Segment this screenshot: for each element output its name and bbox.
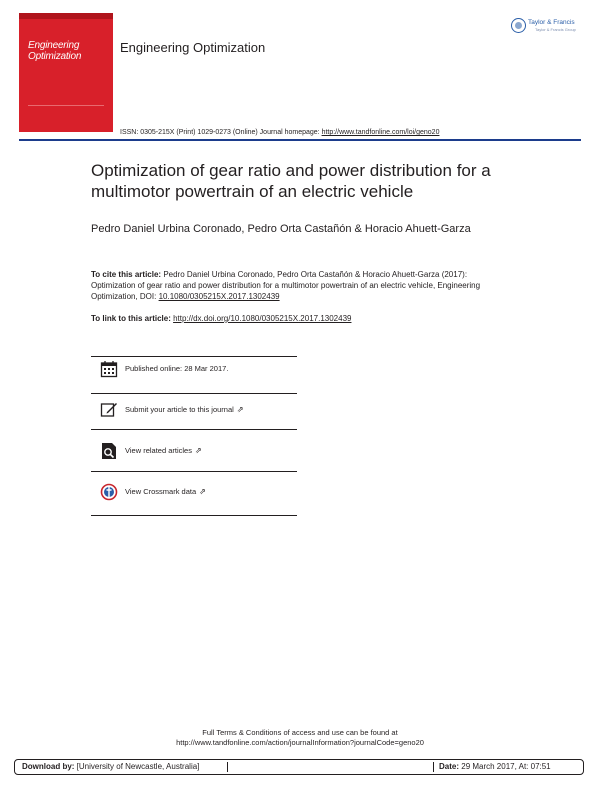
- article-link-line: To link to this article: http://dx.doi.org/10.1080/0305215X.2017.1302439: [91, 314, 352, 323]
- divider: [91, 515, 297, 516]
- article-url-link[interactable]: http://dx.doi.org/10.1080/0305215X.2017.1302439: [173, 314, 352, 323]
- divider: [91, 471, 297, 472]
- doi-link[interactable]: 10.1080/0305215X.2017.1302439: [158, 292, 280, 301]
- taylor-francis-logo[interactable]: Taylor & Francis Taylor & Francis Group: [511, 18, 583, 36]
- divider: [91, 429, 297, 430]
- header-divider: [19, 139, 581, 141]
- cover-title: Engineering Optimization: [28, 40, 82, 62]
- cover-divider: [28, 105, 104, 106]
- divider: [91, 356, 297, 357]
- calendar-icon: [100, 360, 118, 378]
- logo-icon: [511, 18, 526, 33]
- related-articles-link[interactable]: View related articles: [125, 446, 192, 455]
- download-info-bar: [14, 759, 584, 775]
- citation-block: To cite this article: Pedro Daniel Urbina Coronado, Pedro Orta Castañón & Horacio Ahuett-Garza (2017): Optimization of gear ratio and power distribution for a multimotor powertrain of an electric vehicle, Engineering Optimization, DOI: 10.1080/0305215X.2017.1302439: [91, 270, 481, 301]
- download-by: Download by: [University of Newcastle, Australia]: [22, 762, 200, 771]
- edit-icon: [100, 401, 118, 419]
- separator: [227, 762, 228, 772]
- external-link-icon: ⇗: [199, 487, 206, 496]
- crossmark-icon: [100, 483, 118, 501]
- terms-notice: Full Terms & Conditions of access and use can be found at http://www.tandfonline.com/action/journalInformation?journalCode=geno20: [0, 728, 600, 748]
- published-date: Published online: 28 Mar 2017.: [125, 364, 229, 373]
- issn-line: ISSN: 0305-215X (Print) 1029-0273 (Online) Journal homepage: http://www.tandfonline.com/loi/geno20: [120, 129, 440, 136]
- journal-homepage-link[interactable]: http://www.tandfonline.com/loi/geno20: [321, 129, 440, 136]
- journal-name[interactable]: Engineering Optimization: [120, 40, 266, 55]
- article-title: Optimization of gear ratio and power distribution for a multimotor powertrain of an electric vehicle: [91, 161, 491, 201]
- article-authors: Pedro Daniel Urbina Coronado, Pedro Orta Castañón & Horacio Ahuett-Garza: [91, 223, 471, 235]
- external-link-icon: ⇗: [236, 405, 244, 414]
- cover-top-strip: [19, 13, 113, 19]
- submit-article-link[interactable]: Submit your article to this journal: [125, 405, 234, 414]
- document-search-icon: [100, 442, 118, 460]
- separator: [433, 762, 434, 772]
- crossmark-link[interactable]: View Crossmark data: [125, 487, 197, 496]
- download-date: Date: 29 March 2017, At: 07:51: [439, 762, 551, 771]
- journal-cover: [19, 13, 113, 132]
- external-link-icon: ⇗: [194, 446, 202, 455]
- terms-link[interactable]: http://www.tandfonline.com/action/journalInformation?journalCode=geno20: [176, 738, 424, 747]
- divider: [91, 393, 297, 394]
